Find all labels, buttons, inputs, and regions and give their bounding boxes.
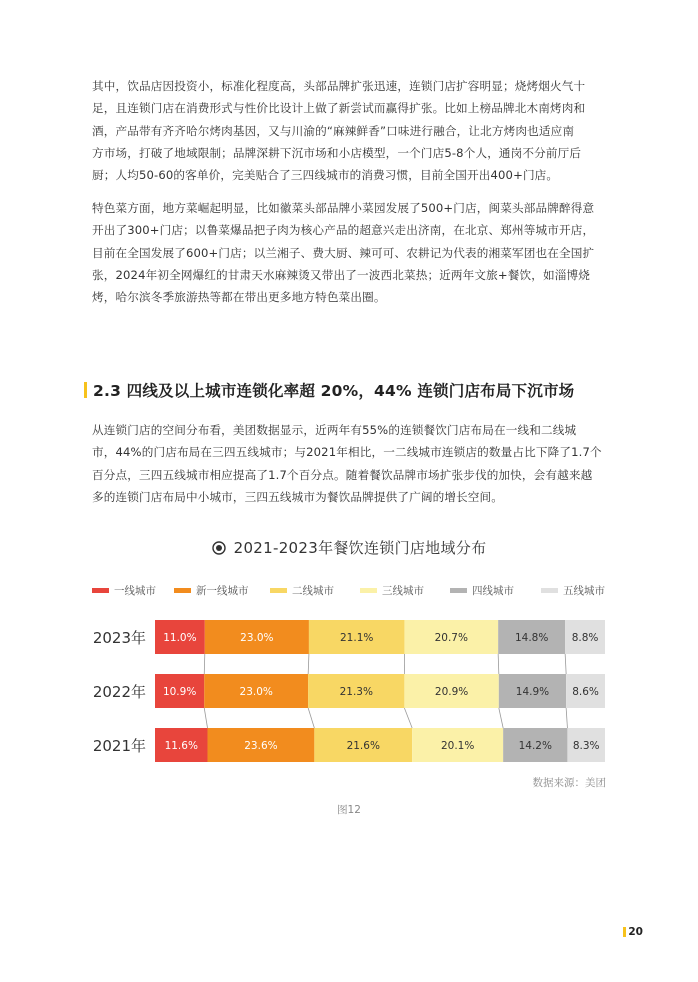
paragraph-2 (92, 197, 612, 308)
text-line: 酒，产品带有齐齐哈尔烤肉基因，又与川渝的“麻辣鲜香”口味进行融合，让北方烤肉也适应南 (92, 123, 575, 138)
chart-title (0, 537, 698, 558)
paragraph-1 (92, 75, 612, 186)
section-heading (84, 377, 574, 403)
data-label: 11.0% (163, 632, 197, 644)
text-line: 开出了300+门店；以鲁菜爆品把子肉为核心产品的超意兴走出济南，在北京、郑州等城市开店， (92, 223, 595, 238)
data-label: 20.9% (434, 686, 469, 698)
data-label: 8.8% (571, 632, 599, 644)
legend-swatch (450, 588, 467, 593)
data-label: 21.3% (339, 686, 373, 698)
connector-line (499, 708, 503, 728)
connector-line (204, 708, 207, 728)
data-label: 23.0% (239, 686, 273, 698)
data-label: 10.9% (162, 686, 197, 698)
text-line: 烤，哈尔滨冬季旅游热等都在带出更多地方特色菜出圈。 (92, 290, 386, 305)
text-line: 多的连锁门店布局中小城市，三四五线城市为餐饮品牌提供了广阔的增长空间。 (92, 489, 504, 504)
paragraph-3 (92, 419, 612, 508)
legend-swatch (541, 588, 558, 593)
chart-legend (92, 583, 612, 597)
category-label: 2023年 (92, 629, 146, 647)
data-label: 11.6% (164, 740, 198, 752)
legend-item (270, 583, 334, 598)
text-line: 市，44%的门店布局在三四五线城市；与2021年相比，一二线城市连锁店的数量占比下降了1.7个 (92, 445, 602, 460)
category-label: 2022年 (92, 683, 146, 701)
data-label: 20.1% (440, 740, 475, 752)
connector-line (308, 708, 314, 728)
text-line: 张，2024年初全网爆红的甘肃天水麻辣烫又带出了一波西北菜热；近两年文旅+餐饮，如淄博烧 (92, 267, 590, 282)
legend-swatch (174, 588, 191, 593)
data-label: 14.9% (515, 686, 550, 698)
page-number-text: 20 (628, 926, 643, 938)
stacked-bar-chart (0, 610, 698, 770)
legend-swatch (92, 588, 109, 593)
connector-line (204, 654, 205, 674)
legend-item (450, 583, 514, 598)
connector-line (404, 708, 412, 728)
text-line: 方市场，打破了地域限制；品牌深耕下沉市场和小店模型，一个门店5-8个人，通岗不分前厅后 (92, 145, 582, 160)
data-label: 21.6% (346, 740, 380, 752)
section-title: 2.3 四线及以上城市连锁化率超 20%，44% 连锁门店布局下沉市场 (93, 382, 575, 400)
section-accent-bar (84, 382, 87, 398)
legend-item (360, 583, 424, 598)
page-number (623, 926, 643, 938)
connector-line (498, 654, 499, 674)
data-label: 8.6% (572, 686, 599, 698)
legend-swatch (360, 588, 377, 593)
text-line: 特色菜方面，地方菜崛起明显，比如徽菜头部品牌小菜园发展了500+门店，闽菜头部品牌醉得意 (92, 201, 595, 215)
legend-label: 三线城市 (382, 585, 424, 597)
figure-caption: 图12 (337, 804, 361, 816)
data-label: 8.3% (572, 740, 600, 752)
legend-label: 四线城市 (472, 585, 514, 597)
data-label: 23.6% (244, 740, 278, 752)
legend-label: 二线城市 (292, 585, 334, 597)
legend-item (92, 583, 156, 598)
page-number-accent (623, 927, 626, 937)
category-label: 2021年 (92, 737, 146, 755)
legend-item (541, 583, 605, 598)
legend-label: 新一线城市 (196, 585, 249, 597)
connector-line (308, 654, 309, 674)
data-source: 数据来源：美团 (532, 777, 606, 789)
chart-title-text: 2021-2023年餐饮连锁门店地域分布 (233, 539, 487, 557)
data-label: 14.8% (514, 632, 549, 644)
connector-line (566, 708, 567, 728)
data-label: 23.0% (240, 632, 274, 644)
text-line: 厨；人均50-60的客单价，完美贴合了三四线城市的消费习惯，目前全国开出400+门店。 (92, 168, 559, 183)
data-label: 14.2% (518, 740, 552, 752)
connector-line (565, 654, 566, 674)
legend-label: 五线城市 (563, 585, 605, 597)
text-line: 目前在全国发展了600+门店；以兰湘子、费大厨、辣可可、农耕记为代表的湘菜军团也在全国扩 (92, 245, 595, 260)
legend-swatch (270, 588, 287, 593)
text-line: 其中，饮品店因投资小，标准化程度高，头部品牌扩张迅速，连锁门店扩容明显；烧烤烟火气十 (92, 79, 586, 93)
text-line: 百分点，三四五线城市相应提高了1.7个百分点。随着餐饮品牌市场扩张步伐的加快，会有越来越 (92, 467, 593, 482)
legend-label: 一线城市 (114, 585, 156, 597)
text-line: 足，且连锁门店在消费形式与性价比设计上做了新尝试而赢得扩张。比如上榜品牌北木南烤肉和 (92, 101, 586, 116)
text-line: 从连锁门店的空间分布看，美团数据显示，近两年有55%的连锁餐饮门店布局在一线和二线城 (92, 423, 577, 437)
legend-item (174, 583, 249, 598)
target-icon (212, 541, 226, 555)
data-label: 20.7% (434, 632, 468, 644)
data-label: 21.1% (340, 632, 374, 644)
